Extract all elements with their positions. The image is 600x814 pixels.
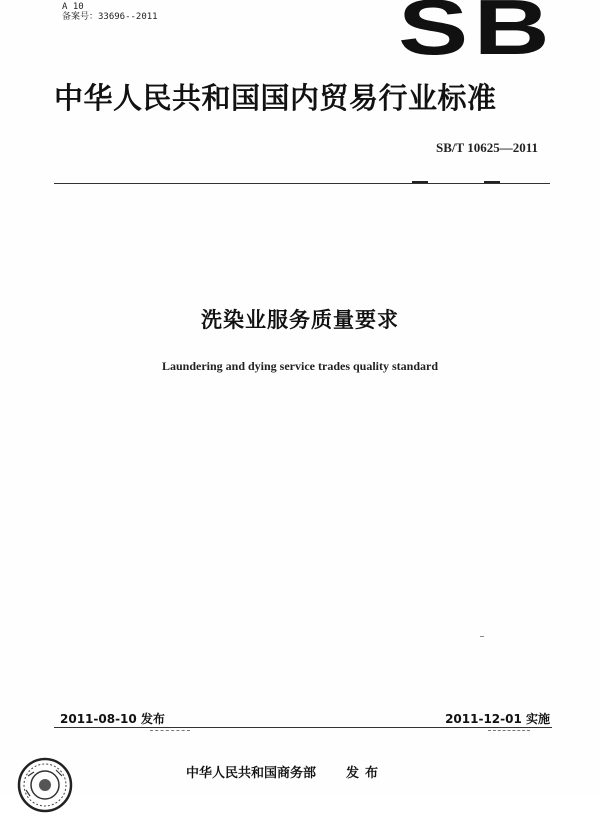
publish-label: 发布 [346,766,385,781]
divider-mark [484,181,500,183]
divider-mark [412,181,428,183]
official-seal-icon [16,756,74,814]
issue-date: 2011-08-10 发布 [60,712,165,726]
scan-speck [480,636,484,637]
footer-divider-mark [150,730,190,731]
issuing-authority: 中华人民共和国商务部 [186,766,317,781]
implementation-date: 2011-12-01 实施 [445,712,550,726]
ccs-code: A 10 [62,2,84,12]
footer-divider-mark [488,730,530,731]
standard-category-title: 中华人民共和国国内贸易行业标准 [54,81,497,115]
document-title-english: Laundering and dying service trades quality standard [161,359,439,373]
document-title-chinese: 洗染业服务质量要求 [201,308,399,332]
sb-logo: SB [398,0,556,71]
publisher-line [186,762,384,781]
filing-number: 备案号：33696--2011 [62,12,158,22]
standard-number: SB/T 10625—2011 [436,140,538,155]
classification-code [62,2,158,22]
footer-divider [54,727,552,728]
header-divider [54,183,550,184]
